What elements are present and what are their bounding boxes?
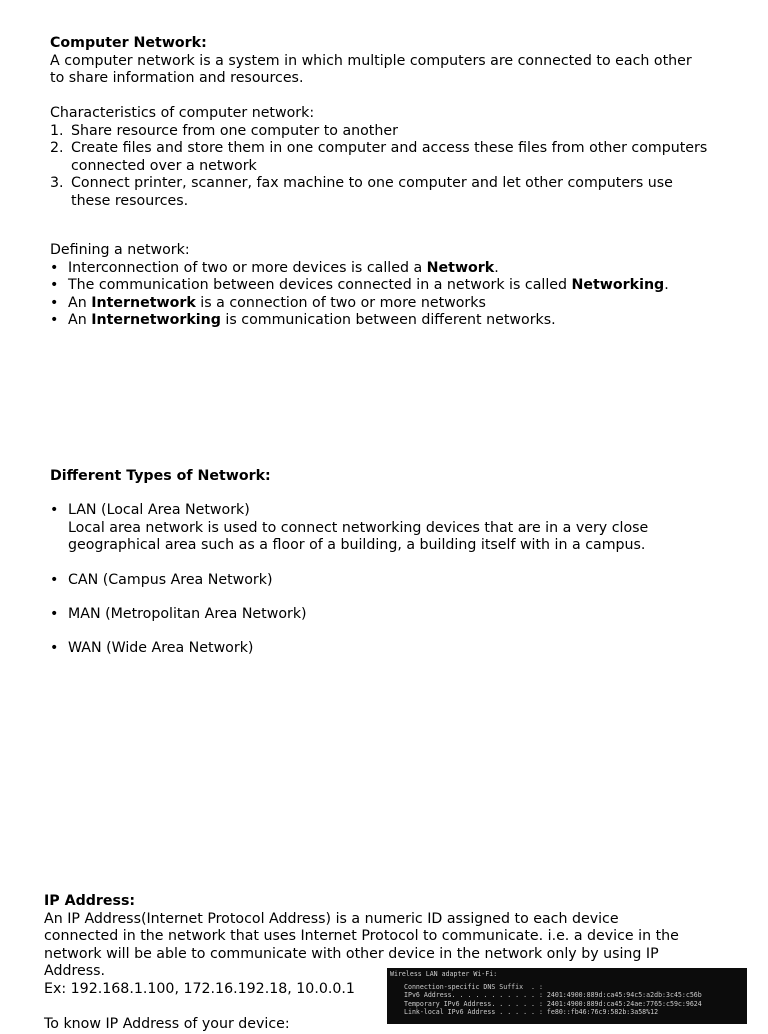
list-number: 1. [50,122,64,139]
network-types-heading: Different Types of Network: [50,468,271,484]
characteristic-text: Connect printer, scanner, fax machine to one computer and let other computers use [71,175,673,192]
terminal-row-ipv6: IPv6 Address. . . . . . . . . . . : 2401:4900:889d:ca45:94c5:a2db:3c45:c56b [404,991,702,1000]
bullet: • [50,606,59,622]
ip-description-line-4: Address. [44,963,106,980]
lan-title: LAN (Local Area Network) [68,502,250,518]
definition-text: Interconnection of two or more devices is called a [68,259,427,276]
man-item [50,606,740,624]
terminal-row-temp-ipv6: Temporary IPv6 Address. . . . . . : 2401:4900:889d:ca45:24ae:7765:c59c:9624 [404,999,702,1008]
definition-text: An [68,294,92,311]
defining-network-section [50,242,740,330]
wan-title: WAN (Wide Area Network) [68,640,254,656]
definition-item-networking [50,277,740,295]
ip-address-heading: IP Address: [44,893,136,909]
terminal-row-link-local: Link-local IPv6 Address . . . . . : fe80::fb46:76c9:582b:3a58%12 [404,1008,659,1017]
definition-term: Network [426,259,495,276]
computer-network-heading: Computer Network: [50,35,207,51]
network-type-wan [50,640,740,658]
lan-description-line-1: Local area network is used to connect networking devices that are in a very close [68,519,649,536]
characteristic-text: Share resource from one computer to another [71,122,398,139]
can-item [50,572,740,590]
ip-example: Ex: 192.168.1.100, 172.16.192.18, 10.0.0.1 [44,980,355,997]
definition-term: Internetwork [91,294,196,311]
definition-text-end: is communication between different networks. [220,312,556,329]
characteristic-item-1 [50,123,740,141]
computer-network-definition-line-2: to share information and resources. [50,70,304,87]
can-title: CAN (Campus Area Network) [68,572,273,588]
definition-item-network [50,260,740,278]
definition-text-end: . [664,277,669,294]
definition-text-end: . [494,259,499,276]
list-number: 2. [50,140,64,157]
bullet: • [50,502,59,518]
computer-network-definition-line-1: A computer network is a system in which multiple computers are connected to each other [50,52,692,69]
characteristics-heading: Characteristics of computer network: [50,105,315,121]
bullet: • [50,277,59,294]
definition-text: The communication between devices connected in a network is called [68,277,572,294]
characteristics-section [50,105,740,211]
bullet: • [50,312,59,329]
terminal-row-dns-suffix: Connection-specific DNS Suffix . : [404,982,543,991]
lan-description-line-2: geographical area such as a floor of a building, a building itself with in a campus. [68,537,646,554]
definition-term: Networking [571,277,665,294]
terminal-screenshot [387,968,747,1024]
lan-item [50,502,740,555]
ip-description-line-1: An IP Address(Internet Protocol Address) is a numeric ID assigned to each device [44,910,619,927]
network-type-man [50,606,740,624]
definition-item-internetwork [50,295,740,313]
man-title: MAN (Metropolitan Area Network) [68,606,307,622]
bullet: • [50,640,59,656]
defining-network-heading: Defining a network: [50,242,190,258]
bullet: • [50,259,59,276]
network-types-section [50,468,740,486]
definition-text: An [68,312,92,329]
ip-description-line-2: connected in the network that uses Internet Protocol to communicate. i.e. a device in the [44,928,679,945]
computer-network-section [50,35,740,88]
wan-item [50,640,740,658]
characteristic-text-cont: these resources. [71,192,189,209]
network-type-can [50,572,740,590]
network-type-lan [50,502,740,555]
list-number: 3. [50,175,64,192]
terminal-title: Wireless LAN adapter Wi-Fi: [390,970,498,978]
characteristic-text-cont: connected over a network [71,157,257,174]
definition-item-internetworking [50,312,740,330]
ip-to-know: To know IP Address of your device: [44,1016,290,1033]
definition-text-end: is a connection of two or more networks [195,294,486,311]
definition-term: Internetworking [91,312,221,329]
bullet: • [50,572,59,588]
characteristic-item-3 [50,175,740,210]
bullet: • [50,294,59,311]
characteristic-text: Create files and store them in one computer and access these files from other computers [71,140,708,157]
characteristic-item-2 [50,140,740,175]
ip-description-line-3: network will be able to communicate with other device in the network only by using IP [44,945,659,962]
